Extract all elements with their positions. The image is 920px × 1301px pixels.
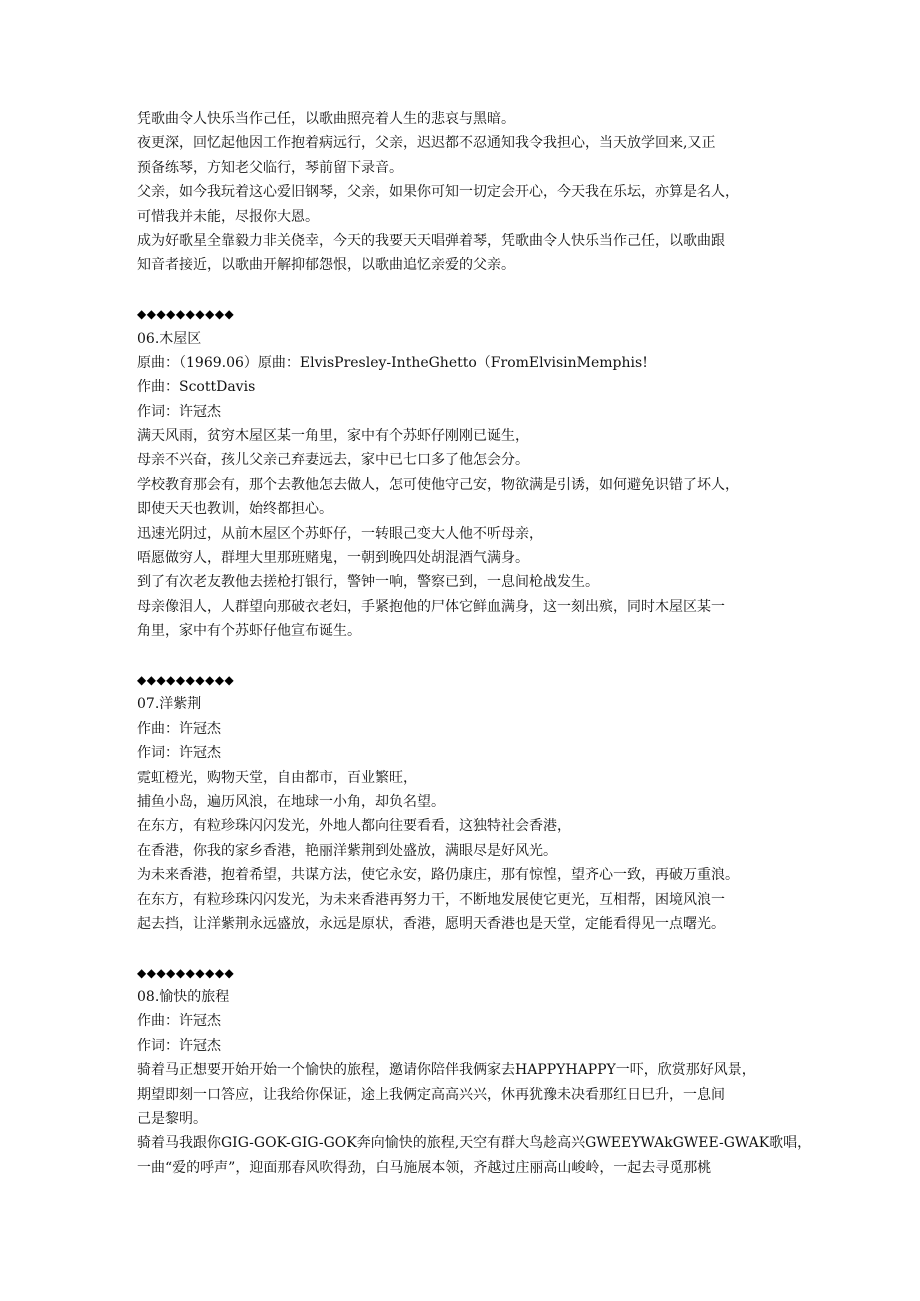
lyric-line: 父亲，如今我玩着这心爱旧钢琴，父亲，如果你可知一切定会开心，今天我在乐坛，亦算是名人，	[137, 184, 739, 201]
lyric-line: 可惜我并未能，尽报你大恩。	[137, 208, 319, 225]
lyric-line: 期望即刻一口答应，让我给你保证，途上我俩定高高兴兴，休再犹豫未决看那红日巳升，一息间	[137, 1086, 725, 1103]
lyric-line: 学校教育那会有，那个去教他怎去做人，怎可使他守己安，物欲满是引诱，如何避免识错了坏人，	[137, 476, 739, 493]
paragraph-gap	[137, 644, 797, 668]
intro-lyrics	[137, 107, 797, 278]
lyric-line: 满天风雨，贫穷木屋区某一角里，家中有个苏虾仔刚刚已诞生，	[137, 428, 529, 445]
lyric-line: 成为好歌星全靠毅力非关侥幸，今天的我要天天唱弹着琴，凭歌曲令人快乐当作己任，以歌曲跟	[137, 232, 725, 249]
lyric-line: 为未来香港，抱着希望，共谋方法，使它永安，路仍康庄，那有惊惶，望齐心一致，再破万重浪。	[137, 867, 739, 884]
song-section-07	[137, 668, 797, 936]
lyric-line: 霓虹橙光，购物天堂，自由都市，百业繁旺，	[137, 769, 417, 786]
song-title: 06.木屋区	[137, 330, 202, 347]
lyric-line: 在东方，有粒珍珠闪闪发光，外地人都向往要看看，这独特社会香港，	[137, 818, 571, 835]
song-title: 08.愉快的旅程	[137, 989, 230, 1006]
paragraph-gap	[137, 936, 797, 960]
lyric-line: 在香港，你我的家乡香港，艳丽洋紫荆到处盛放，满眼尽是好风光。	[137, 842, 557, 859]
lyric-line: 母亲不兴奋，孩儿父亲己弃妻远去，家中已七口多了他怎会分。	[137, 452, 529, 469]
lyric-line: 骑着马我跟你GIG-GOK-GIG-GOK奔向愉快的旅程,天空有群大鸟趁高兴GWEEYWAkGWEE-GWAK歌唱，	[137, 1135, 812, 1152]
section-separator: ◆◆◆◆◆◆◆◆◆◆	[137, 307, 235, 322]
lyric-line: 知音者接近，以歌曲开解抑郁怨恨，以歌曲追忆亲爱的父亲。	[137, 257, 515, 274]
song-composer: 作曲：ScottDavis	[137, 379, 256, 396]
lyric-line: 唔愿做穷人，群埋大里那班赌鬼，一朝到晚四处胡混酒气满身。	[137, 550, 529, 567]
song-original: 原曲：（1969.06）原曲：ElvisPresley-IntheGhetto（FromElvisinMemphis!	[137, 354, 648, 371]
document-page	[137, 107, 812, 1180]
song-composer: 作曲：许冠杰	[137, 720, 221, 737]
lyric-line: 母亲像泪人，人群望向那破衣老妇，手紧抱他的尸体它鲜血满身，这一刻出殡，同时木屋区某一	[137, 598, 725, 615]
song-section-08	[137, 961, 812, 1181]
lyric-line: 即使天天也教训，始终都担心。	[137, 501, 333, 518]
section-separator: ◆◆◆◆◆◆◆◆◆◆	[137, 672, 235, 687]
lyric-line: 在东方，有粒珍珠闪闪发光，为未来香港再努力干，不断地发展使它更光，互相帮，困境风浪一	[137, 891, 725, 908]
lyric-line: 夜更深，回忆起他因工作抱着病远行，父亲，迟迟都不忍通知我令我担心，当天放学回来,又正	[137, 135, 716, 152]
lyric-line: 骑着马正想要开始开始一个愉快的旅程，邀请你陪伴我俩家去HAPPYHAPPY一吓，欣赏那好风景，	[137, 1062, 756, 1079]
lyric-line: 己是黎明。	[137, 1111, 207, 1128]
lyric-line: 起去挡，让洋紫荆永远盛放，永远是原状，香港，愿明天香港也是天堂，定能看得见一点曙光。	[137, 915, 725, 932]
lyric-line: 角里，家中有个苏虾仔他宣布诞生。	[137, 623, 361, 640]
lyric-line: 到了有次老友教他去搓枪打银行，警钟一响，警察已到，一息间枪战发生。	[137, 574, 599, 591]
lyric-line: 一曲“爱的呼声”，迎面那春风吹得劲，白马施展本领，齐越过庄丽高山峻岭，一起去寻觅那桃	[137, 1159, 712, 1176]
song-lyricist: 作词：许冠杰	[137, 1037, 221, 1054]
song-composer: 作曲：许冠杰	[137, 1013, 221, 1030]
song-section-06	[137, 302, 797, 643]
lyric-line: 迅速光阴过，从前木屋区个苏虾仔，一转眼己变大人他不听母亲，	[137, 525, 543, 542]
lyric-line: 预备练琴，方知老父临行，琴前留下录音。	[137, 159, 403, 176]
lyric-line: 凭歌曲令人快乐当作己任，以歌曲照亮着人生的悲哀与黑暗。	[137, 111, 515, 127]
lyric-line: 捕鱼小岛，遍历风浪，在地球一小角，却负名望。	[137, 793, 445, 810]
song-lyricist: 作词：许冠杰	[137, 403, 221, 420]
paragraph-gap	[137, 278, 797, 302]
song-title: 07.洋紫荆	[137, 696, 202, 713]
section-separator: ◆◆◆◆◆◆◆◆◆◆	[137, 965, 235, 980]
song-lyricist: 作词：许冠杰	[137, 745, 221, 762]
